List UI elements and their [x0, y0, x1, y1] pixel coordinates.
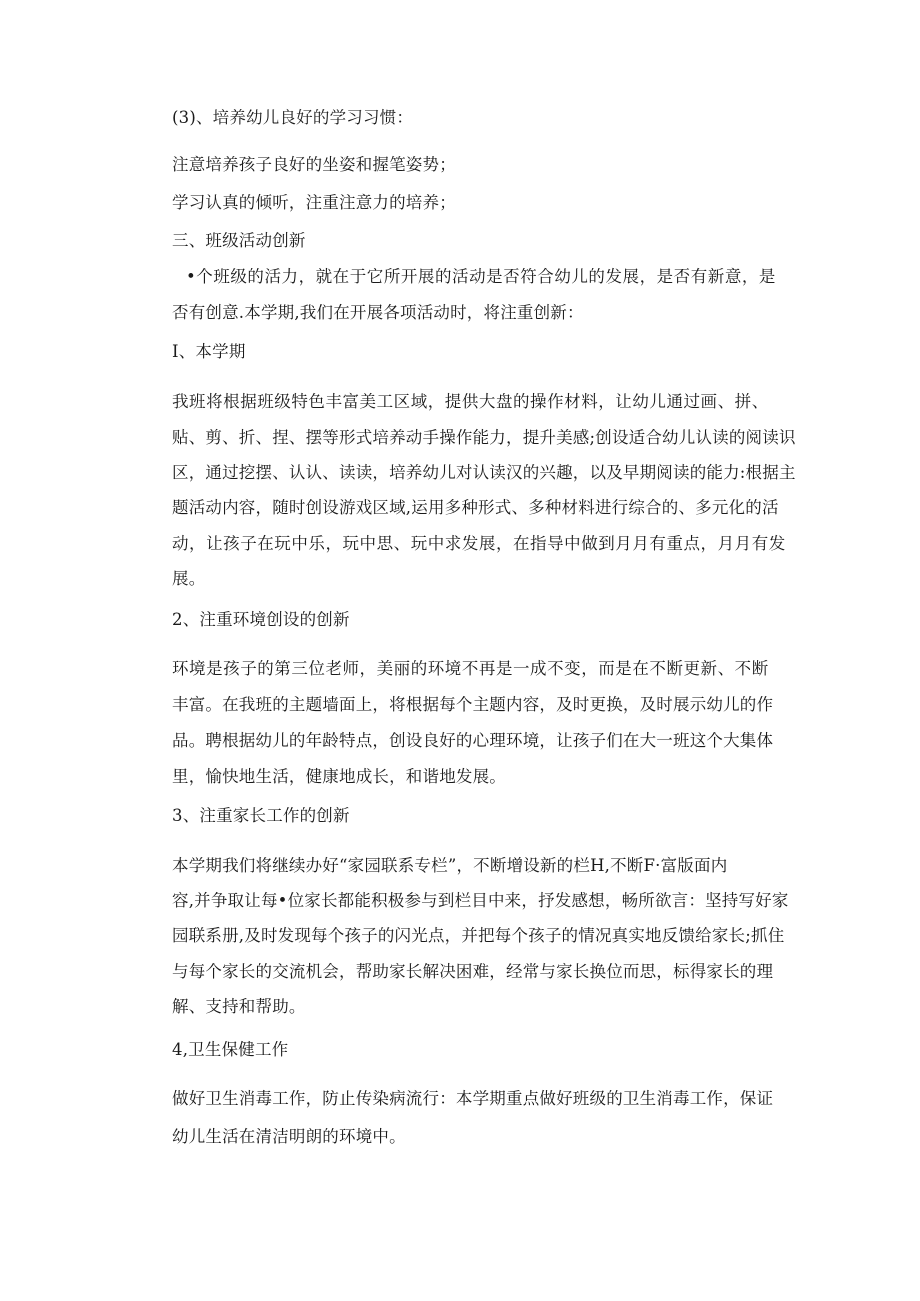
section-heading-activity-innovation: 三、班级活动创新	[172, 231, 306, 250]
paragraph-line: 与每个家长的交流机会，帮助家长解决困难，经常与家长换位而思，标得家长的理	[172, 962, 774, 981]
subheading-health: 4,卫生保健工作	[172, 1040, 289, 1059]
paragraph-line: 动，让孩子在玩中乐，玩中思、玩中求发展，在指导中做到月月有重点，月月有发	[172, 534, 786, 553]
paragraph-line: 做好卫生消毒工作，防止传染病流行：本学期重点做好班级的卫生消毒工作，保证	[172, 1089, 774, 1108]
subheading-parents: 3、注重家长工作的创新	[172, 806, 350, 825]
paragraph-line: 容,并争取让每•位家长都能积极参与到栏目中来，抒发感想，畅所欲言：坚持写好家	[172, 891, 789, 910]
paragraph-line: 品。聘根据幼儿的年龄特点，创设良好的心理环境，让孩子们在大一班这个大集体	[172, 731, 774, 750]
paragraph-line: 区，通过挖摆、认认、读读，培养幼儿对认读汉的兴趣，以及早期阅读的能力:根据主	[172, 463, 796, 482]
paragraph-line: 园联系册,及时发现每个孩子的闪光点，并把每个孩子的情况真实地反馈给家长;抓住	[172, 926, 785, 945]
paragraph-line: •个班级的活力，就在于它所开展的活动是否符合幼儿的发展，是否有新意，是	[186, 267, 776, 286]
paragraph-line: 题活动内容，随时创设游戏区域,运用多种形式、多种材料进行综合的、多元化的活	[172, 498, 779, 517]
paragraph-line: 丰富。在我班的主题墙面上，将根据每个主题内容，及时更换，及时展示幼儿的作	[172, 695, 774, 714]
paragraph-line: 我班将根据班级特色丰富美工区域，提供大盘的操作材料，让幼儿通过画、拼、	[172, 392, 769, 411]
paragraph-line: 注意培养孩子良好的坐姿和握笔姿势；	[172, 155, 456, 174]
paragraph-line: 贴、剪、折、捏、摆等形式培养动手操作能力，提升美感;创设适合幼儿认读的阅读识	[172, 428, 796, 447]
heading-learning-habits: (3)、培养幼儿良好的学习习惯：	[172, 108, 414, 127]
paragraph-line: 幼儿生活在清洁明朗的环境中。	[172, 1127, 406, 1146]
paragraph-line: 环境是孩子的第三位老师，美丽的环境不再是一成不变，而是在不断更新、不断	[172, 659, 769, 678]
paragraph-line: 学习认真的倾听，注重注意力的培养；	[172, 193, 456, 212]
paragraph-line: 解、支持和帮助。	[172, 997, 306, 1016]
paragraph-line: 本学期我们将继续办好“家园联系专栏”，不断增设新的栏H,不断F·富版面内	[172, 856, 728, 875]
paragraph-line: 里，愉快地生活，健康地成长，和谐地发展。	[172, 767, 506, 786]
paragraph-line: 否有创意.本学期,我们在开展各项活动时，将注重创新：	[172, 303, 584, 322]
paragraph-line: 展。	[172, 569, 206, 588]
subheading-this-term: I、本学期	[172, 342, 246, 361]
subheading-environment: 2、注重环境创设的创新	[172, 610, 350, 629]
